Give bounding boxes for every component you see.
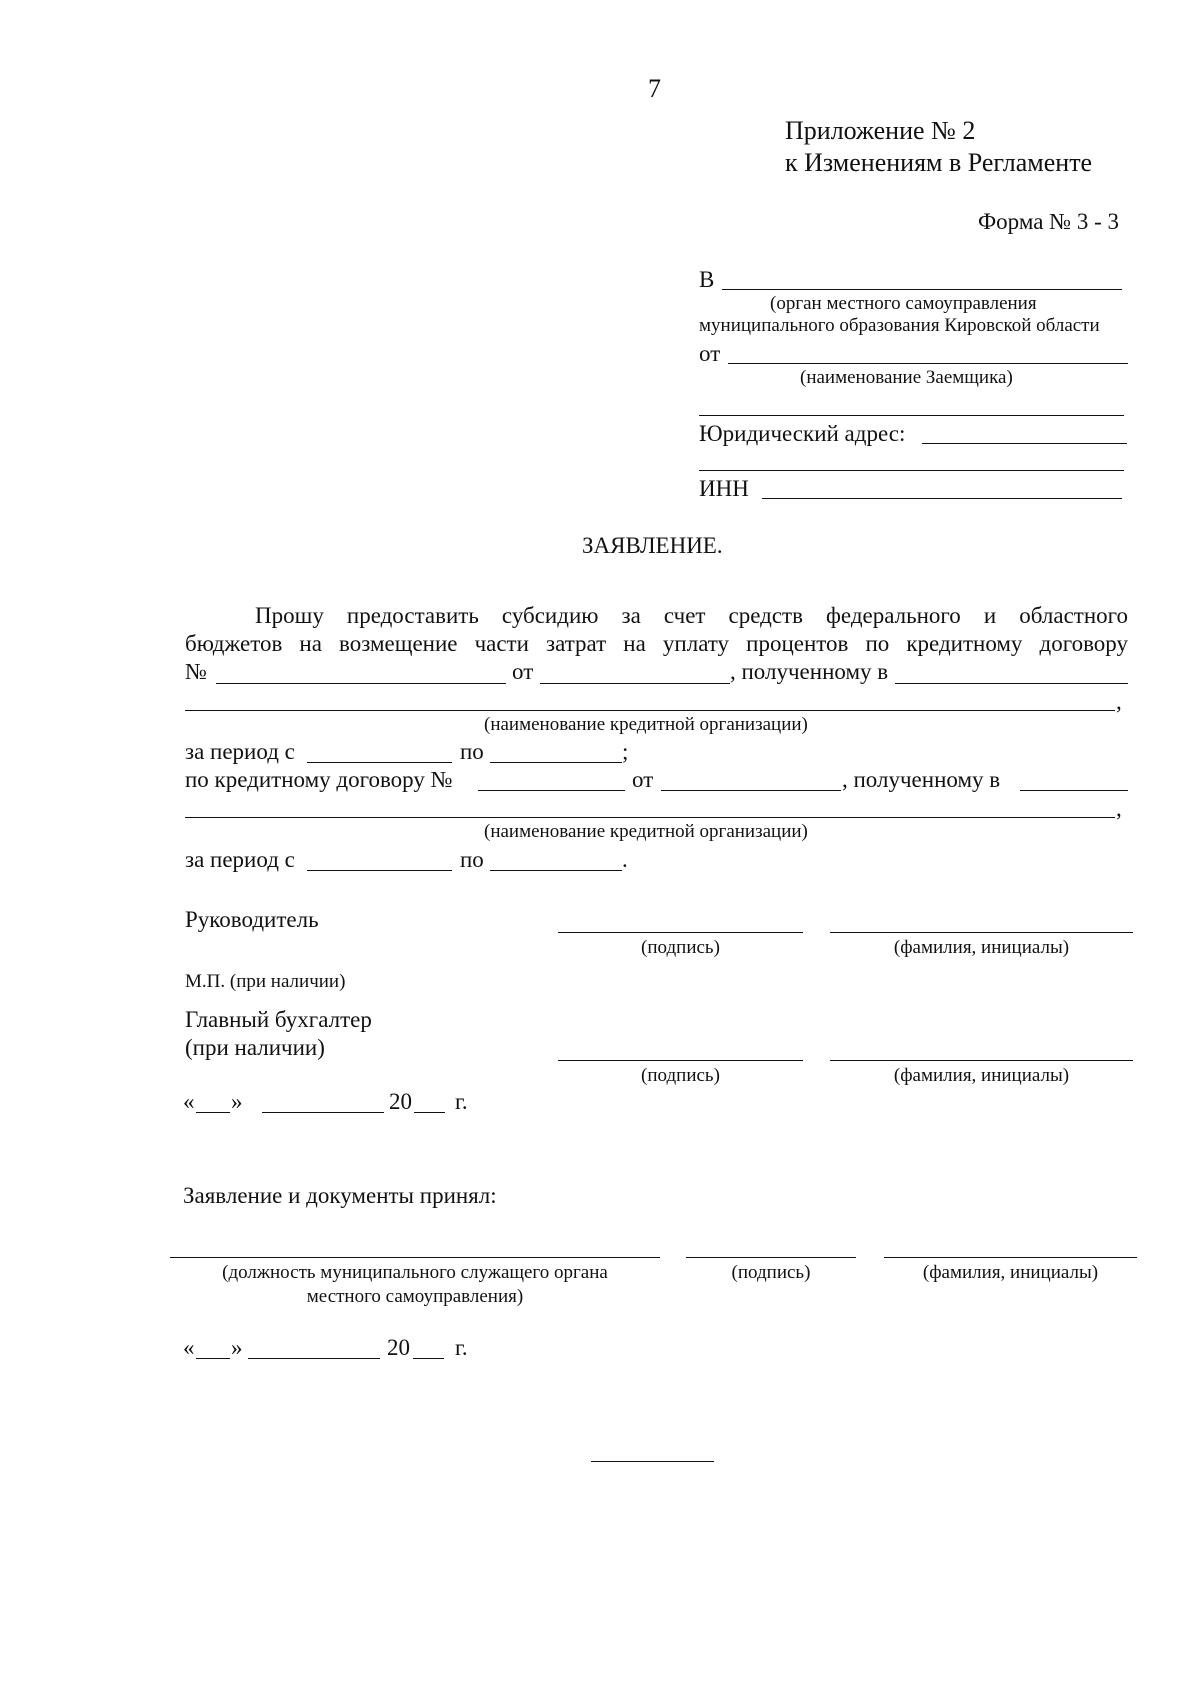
to-caption-line2: муниципального образования Кировской области — [699, 315, 1100, 336]
from-field-line[interactable] — [728, 363, 1128, 364]
end-separator-line — [591, 1461, 714, 1462]
date2-year-suffix: г. — [455, 1335, 468, 1360]
to-caption-line1: (орган местного самоуправления — [770, 293, 1037, 314]
date2-day-field[interactable] — [196, 1358, 230, 1359]
document-title: ЗАЯВЛЕНИЕ. — [582, 533, 723, 558]
period-semicolon: ; — [622, 739, 629, 764]
bank-line-comma: , — [1116, 689, 1122, 714]
received-in-text: , полученному в — [730, 659, 889, 684]
from-prefix: от — [699, 341, 721, 366]
acceptance-signature-line[interactable] — [686, 1257, 856, 1258]
to-prefix: В — [699, 267, 715, 292]
accountant-name-line[interactable] — [830, 1060, 1133, 1061]
date1-open-quote: « — [183, 1089, 195, 1114]
head-name-caption: (фамилия, инициалы) — [893, 937, 1070, 958]
bank-field-line-b[interactable] — [1020, 790, 1128, 791]
date1-year-suffix: г. — [455, 1089, 468, 1114]
chief-accountant-label: Главный бухгалтер — [185, 1007, 372, 1032]
legal-address-label: Юридический адрес: — [699, 421, 906, 446]
period-from-label-2: за период с — [185, 847, 295, 872]
period-from-label-1: за период с — [185, 739, 295, 764]
date1-day-field[interactable] — [196, 1112, 230, 1113]
head-name-line[interactable] — [830, 932, 1133, 933]
contract-no-field-line[interactable] — [216, 683, 506, 684]
contract-no-sign: № — [185, 659, 207, 684]
paragraph-line-1: Прошу предоставить субсидию за счет средств федерального и областного — [255, 603, 1128, 628]
form-number: Форма № 3 - 3 — [978, 209, 1120, 234]
accountant-signature-line[interactable] — [558, 1060, 803, 1061]
acceptance-name-line[interactable] — [884, 1257, 1137, 1258]
period-to-label-2: по — [460, 847, 484, 872]
acceptance-signature-caption: (подпись) — [731, 1262, 811, 1283]
inn-field-line[interactable] — [762, 498, 1122, 499]
date2-month-field[interactable] — [248, 1358, 380, 1359]
acceptance-name-caption: (фамилия, инициалы) — [922, 1262, 1099, 1283]
date1-month-field[interactable] — [262, 1112, 384, 1113]
credit-contract-no-label: по кредитному договору № — [185, 767, 453, 792]
bank-name-field-line-1[interactable] — [185, 710, 1115, 711]
bank-line-comma-2: , — [1116, 796, 1122, 821]
bank-caption-1: (наименование кредитной организации) — [484, 714, 808, 735]
from-caption: (наименование Заемщика) — [800, 367, 1013, 388]
credit-contract-no-field-line[interactable] — [478, 790, 625, 791]
period-from-field-line-1[interactable] — [307, 762, 452, 763]
bank-name-field-line-2[interactable] — [185, 817, 1115, 818]
head-signature-caption: (подпись) — [641, 937, 720, 958]
appendix-subtitle: к Изменениям в Регламенте — [785, 148, 1093, 177]
period-to-label-1: по — [460, 739, 484, 764]
to-field-line[interactable] — [722, 289, 1122, 290]
bank-caption-2: (наименование кредитной организации) — [484, 821, 808, 842]
appendix-title: Приложение № 2 — [785, 116, 976, 145]
period-end-dot: . — [622, 847, 628, 872]
acceptance-label: Заявление и документы принял: — [183, 1183, 497, 1208]
page-number: 7 — [648, 74, 661, 103]
contract-from-word: от — [512, 659, 534, 684]
paragraph-line-2: бюджетов на возмещение части затрат на уплату процентов по кредитному договору — [185, 631, 1128, 656]
date2-year-prefix: 20 — [387, 1335, 410, 1360]
contract-date-field-line[interactable] — [540, 683, 730, 684]
credit-received-in-text: , полученному в — [842, 767, 1001, 792]
acceptance-position-caption-1: (должность муниципального служащего органа — [222, 1262, 608, 1283]
date2-open-quote: « — [183, 1335, 195, 1360]
credit-contract-date-field-line[interactable] — [661, 790, 841, 791]
date1-year-prefix: 20 — [389, 1089, 412, 1114]
head-signature-line[interactable] — [558, 932, 803, 933]
date2-year-field[interactable] — [413, 1358, 444, 1359]
chief-accountant-note: (при наличии) — [185, 1035, 325, 1060]
accountant-name-caption: (фамилия, инициалы) — [893, 1065, 1070, 1086]
acceptance-position-caption-2: местного самоуправления) — [306, 1286, 524, 1307]
from-field-line-2[interactable] — [699, 415, 1124, 416]
inn-label: ИНН — [699, 476, 749, 501]
accountant-signature-caption: (подпись) — [641, 1065, 720, 1086]
credit-contract-from-word: от — [632, 767, 654, 792]
head-label: Руководитель — [185, 907, 319, 932]
date2-close-quote: » — [231, 1335, 243, 1360]
period-to-field-line-2[interactable] — [490, 870, 622, 871]
legal-address-field-line-2[interactable] — [699, 470, 1124, 471]
seal-note: М.П. (при наличии) — [185, 971, 346, 992]
legal-address-field-line[interactable] — [922, 443, 1127, 444]
bank-field-line-a[interactable] — [895, 683, 1128, 684]
acceptance-position-line[interactable] — [170, 1257, 660, 1258]
date1-close-quote: » — [231, 1089, 243, 1114]
period-from-field-line-2[interactable] — [307, 870, 452, 871]
period-to-field-line-1[interactable] — [490, 762, 622, 763]
date1-year-field[interactable] — [414, 1112, 445, 1113]
